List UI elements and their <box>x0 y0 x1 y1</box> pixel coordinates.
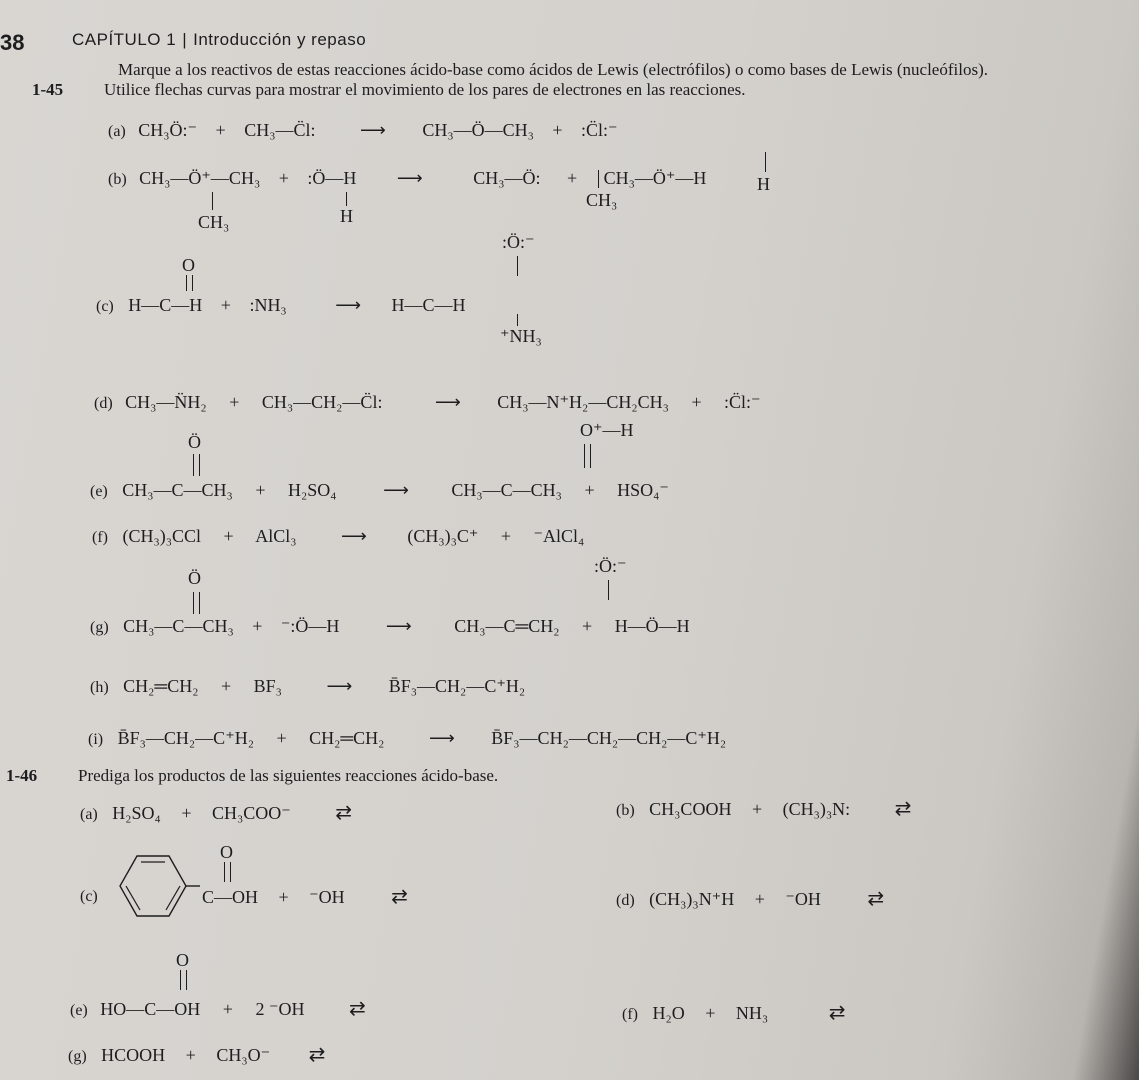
reaction-b <box>108 168 706 189</box>
reaction-label: (b) <box>108 171 127 188</box>
problem-number-1-45: 1-45 <box>32 80 64 99</box>
reaction-label: (c) <box>80 888 98 905</box>
bond-line <box>608 580 609 600</box>
reaction-arrow: ⟶ <box>326 676 353 696</box>
equilibrium-arrow: ⇄ <box>867 888 885 910</box>
problem-1-45-line2: Utilice flechas curvas para mostrar el movimiento de los pares de electrones en las reacciones. <box>104 80 746 99</box>
chapter-title: Introducción y repaso <box>193 30 367 49</box>
equilibrium-arrow: ⇄ <box>391 886 408 908</box>
reactant: BF₃ <box>253 676 282 696</box>
reaction-label: (d) <box>616 892 635 909</box>
reaction-46f <box>622 1000 845 1025</box>
double-bond <box>193 454 200 476</box>
plus: + <box>278 168 289 188</box>
reactant: NH₃ <box>735 1003 769 1023</box>
reactant: HCOOH <box>101 1045 166 1065</box>
plus: + <box>252 616 263 636</box>
reaction-arrow: ⟶ <box>335 295 362 315</box>
reactant: ⁻:Ö—H <box>280 616 340 636</box>
reactant: CH₃—C—CH₃ <box>122 480 233 500</box>
reaction-46d <box>616 886 884 911</box>
reaction-f <box>92 526 584 547</box>
carbonyl-oxygen: O <box>176 950 189 970</box>
reactant: CH₃—C̈l: <box>244 120 316 140</box>
reaction-arrow: ⟶ <box>383 480 409 500</box>
reaction-h <box>90 676 525 697</box>
product-bottom: ⁺NH₃ <box>500 326 542 346</box>
reactant: CH₃—N̈H₂ <box>125 392 207 412</box>
substituent: CH₃ <box>198 212 230 232</box>
equilibrium-arrow: ⇄ <box>828 1002 846 1024</box>
reaction-a <box>108 120 618 141</box>
plus: + <box>278 887 289 907</box>
double-bond <box>193 592 200 614</box>
bond-line <box>517 314 518 326</box>
reaction-label: (d) <box>94 395 113 412</box>
header-separator: | <box>182 30 188 49</box>
product: CH₃—Ö⁺—H <box>603 168 707 188</box>
bond-line <box>517 256 518 276</box>
plus: + <box>223 526 234 546</box>
equilibrium-arrow: ⇄ <box>894 798 912 820</box>
equilibrium-arrow: ⇄ <box>348 998 366 1020</box>
reactant: CH₃—CH₂—C̈l: <box>261 392 383 412</box>
plus: + <box>229 392 240 412</box>
reactant: H₂SO₄ <box>288 480 337 500</box>
chapter-header <box>72 30 366 50</box>
plus: + <box>255 480 266 500</box>
reactant: B̄F₃—CH₂—C⁺H₂ <box>117 728 254 748</box>
reactant: CH₃O⁻ <box>216 1045 271 1065</box>
product-top: O⁺—H <box>580 420 634 440</box>
reaction-46g <box>68 1042 325 1067</box>
reaction-d <box>94 392 761 413</box>
reactant: H₂SO₄ <box>112 803 161 823</box>
carbonyl-oxygen: O <box>220 842 233 862</box>
reaction-46b <box>616 796 911 821</box>
reaction-i <box>88 728 726 749</box>
reactant: CH₂═CH₂ <box>309 728 385 748</box>
reaction-e <box>90 480 669 501</box>
product: ⁻AlCl₄ <box>533 526 585 546</box>
carbonyl-oxygen: Ö <box>188 432 201 452</box>
reaction-arrow: ⟶ <box>396 168 423 188</box>
substituent: CH₃ <box>586 190 618 210</box>
reactant: CH₃COOH <box>649 799 732 819</box>
reaction-label: (e) <box>70 1002 88 1019</box>
reactant: C—OH <box>202 887 259 907</box>
reactant: (CH₃)₃N⁺H <box>649 889 735 909</box>
reactant: CH₃—Ö⁺—CH₃ <box>139 168 261 188</box>
problem-1-46-line1: Prediga los productos de las siguientes reacciones ácido-base. <box>78 766 499 785</box>
bond-line <box>212 192 213 210</box>
reactant: (CH₃)₃CCl <box>122 526 202 546</box>
reactant: AlCl₃ <box>255 526 297 546</box>
plus: + <box>751 799 763 819</box>
product: CH₃—Ö—CH₃ <box>422 120 534 140</box>
product: CH₃—C═CH₂ <box>454 616 560 636</box>
carbonyl-oxygen: Ö <box>188 568 201 588</box>
reactant: CH₃COO⁻ <box>211 803 291 823</box>
reactant: ⁻OH <box>785 889 821 909</box>
plus: + <box>691 392 702 412</box>
reactant: HO—C—OH <box>100 999 201 1019</box>
reaction-arrow: ⟶ <box>428 728 455 748</box>
substituent: H <box>340 206 353 226</box>
plus: + <box>215 120 226 140</box>
product-top: :Ö:⁻ <box>502 232 535 252</box>
plus: + <box>584 480 595 500</box>
reaction-46c <box>202 884 408 909</box>
reaction-label: (a) <box>108 123 126 140</box>
benzene-ring-icon <box>112 852 192 932</box>
reactant: :Ö—H <box>307 168 357 188</box>
page-number: 38 <box>0 30 25 55</box>
reactant: :NH₃ <box>249 295 287 315</box>
equilibrium-arrow: ⇄ <box>308 1044 326 1066</box>
reaction-c <box>96 295 466 316</box>
bond-line <box>765 152 766 172</box>
reactant: 2 ⁻OH <box>255 999 305 1019</box>
plus: + <box>222 999 233 1019</box>
plus: + <box>220 295 231 315</box>
plus: + <box>185 1045 196 1065</box>
double-bond <box>180 970 187 990</box>
product: H—Ö—H <box>614 616 690 636</box>
plus: + <box>276 728 287 748</box>
double-bond <box>584 444 591 468</box>
plus: + <box>754 889 765 909</box>
double-bond <box>186 275 193 291</box>
product: CH₃—N⁺H₂—CH₂CH₃ <box>497 392 669 412</box>
plus: + <box>582 616 593 636</box>
reactant: H₂O <box>652 1003 685 1023</box>
product: (CH₃)₃C⁺ <box>407 526 479 546</box>
carbonyl-oxygen: O <box>182 255 195 275</box>
reaction-label: (g) <box>90 619 109 636</box>
substituent: H <box>757 174 770 194</box>
reactant: (CH₃)₃N: <box>782 799 851 819</box>
plus: + <box>500 526 512 546</box>
plus: + <box>181 803 192 823</box>
product: :C̈l:⁻ <box>581 120 618 140</box>
chapter-label: CAPÍTULO 1 <box>72 30 177 49</box>
reaction-label: (c) <box>96 298 114 315</box>
product-top: :Ö:⁻ <box>594 556 627 576</box>
reactant: CH₂═CH₂ <box>123 676 199 696</box>
product: CH₃—C—CH₃ <box>451 480 562 500</box>
reaction-label: (h) <box>90 679 109 696</box>
double-bond <box>224 862 231 882</box>
reactant: H—C—H <box>128 295 203 315</box>
reaction-label: (b) <box>616 802 635 819</box>
reaction-arrow: ⟶ <box>434 392 461 412</box>
reactant: CH₃Ö:⁻ <box>138 120 198 140</box>
reaction-label: (f) <box>92 529 108 546</box>
reaction-label: (f) <box>622 1006 638 1023</box>
bond-line <box>346 192 347 206</box>
plus: + <box>566 168 578 188</box>
reaction-arrow: ⟶ <box>341 526 367 546</box>
product: CH₃—Ö: <box>473 168 541 188</box>
reaction-g <box>90 616 690 637</box>
plus: + <box>705 1003 716 1023</box>
plus: + <box>552 120 563 140</box>
bond-line <box>598 170 599 188</box>
reactant: ⁻OH <box>309 887 345 907</box>
product: B̄F₃—CH₂—C⁺H₂ <box>388 676 526 696</box>
reaction-label: (g) <box>68 1048 87 1065</box>
reaction-46e <box>70 996 366 1021</box>
equilibrium-arrow: ⇄ <box>335 802 353 824</box>
problem-number-1-46: 1-46 <box>6 766 38 785</box>
reaction-46a <box>80 800 352 825</box>
problem-1-45-line1: Marque a los reactivos de estas reacciones ácido-base como ácidos de Lewis (electrófilos) o como bases de Lewis (nucleófilos). <box>118 60 988 79</box>
product: HSO₄⁻ <box>617 480 669 500</box>
reactant: CH₃—C—CH₃ <box>123 616 234 636</box>
reaction-arrow: ⟶ <box>385 616 412 636</box>
reaction-label: (a) <box>80 806 98 823</box>
product: :C̈l:⁻ <box>724 392 761 412</box>
plus: + <box>220 676 232 696</box>
reaction-label: (e) <box>90 483 108 500</box>
reaction-arrow: ⟶ <box>360 120 386 140</box>
reaction-label: (i) <box>88 731 104 748</box>
product: B̄F₃—CH₂—CH₂—CH₂—C⁺H₂ <box>491 728 727 748</box>
product: H—C—H <box>391 295 466 315</box>
